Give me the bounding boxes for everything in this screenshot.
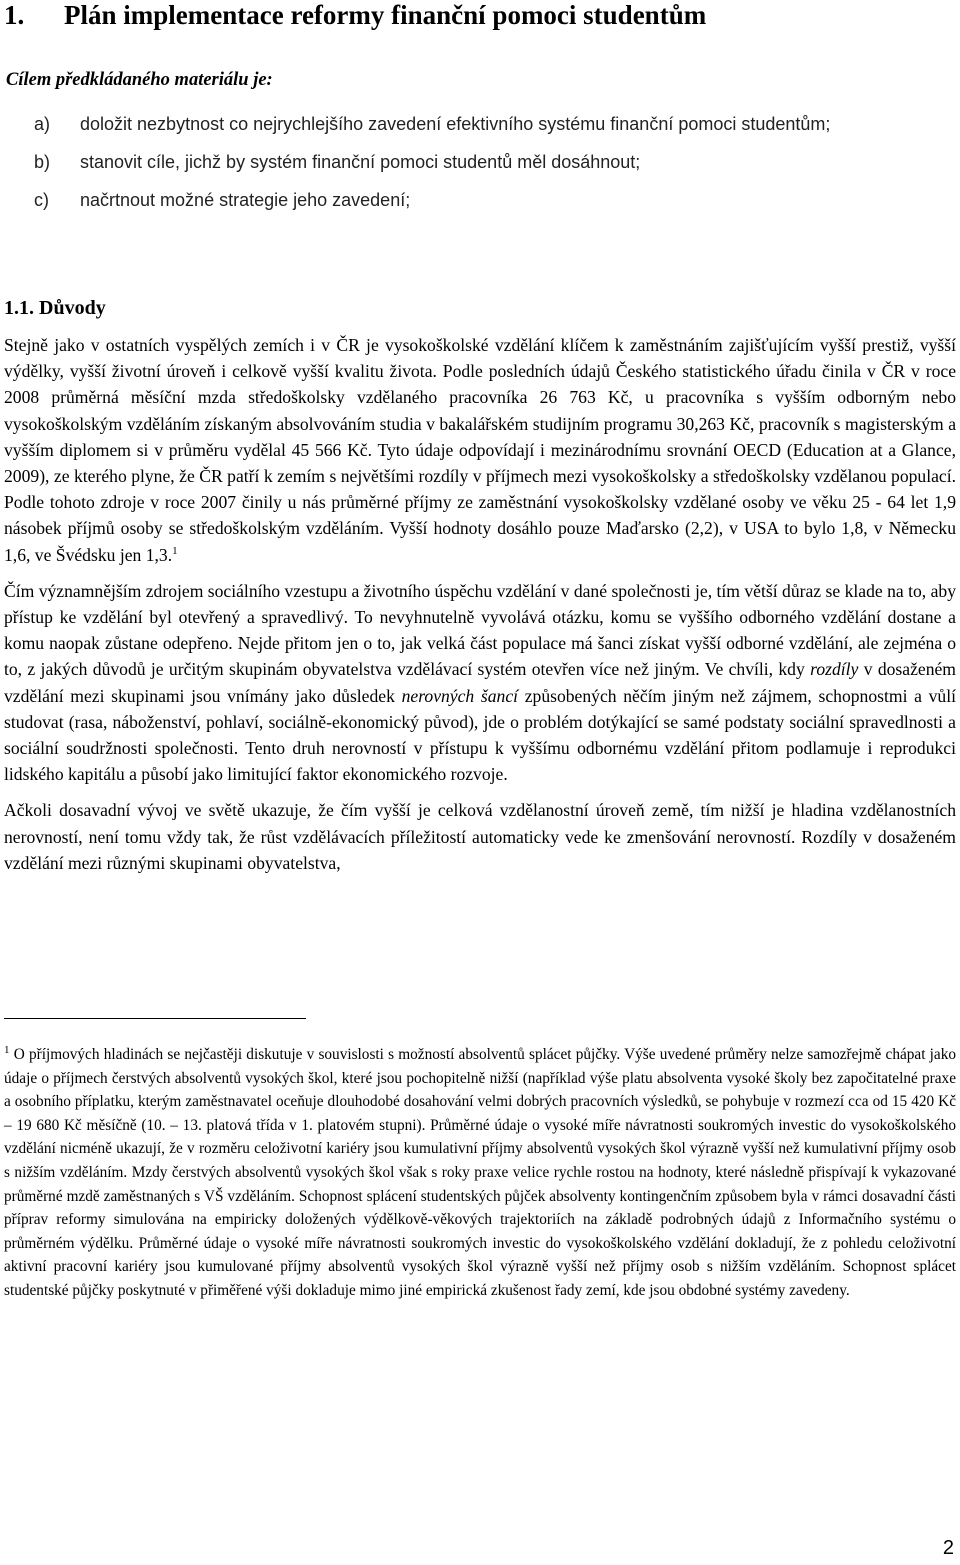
chapter-title: Plán implementace reformy finanční pomoci studentům: [64, 0, 707, 30]
goal-marker: a): [34, 114, 51, 134]
section-number: 1.1.: [4, 297, 34, 319]
emphasis: nerovných šancí: [401, 685, 519, 706]
paragraph-text: Čím významnějším zdrojem sociálního vzestupu a životního úspěchu vzdělání v dané společnosti je, tím větší důraz se klade na to, aby přístup ke vzdělání byl otevřený a spravedlivý. To nevyhnutelně vyvolává otázku, komu se vyššího odborného vzdělání dostane a komu naopak zůstane odepřeno. Nejde přitom jen o to, jak velká část populace má šanci získat vyšší odborné vzdělání, ale zejména o to, z jakých důvodů je určitým skupinám obyvatelstva vzdělávací systém otevřen více než jiným. Ve chvíli, kdy: [4, 580, 956, 680]
goal-text: stanovit cíle, jichž by systém finanční pomoci studentů měl dosáhnout;: [80, 152, 641, 172]
footnote-reference[interactable]: 1: [172, 544, 178, 557]
section-heading: [4, 296, 106, 320]
goal-item: [6, 110, 906, 139]
goals-list: [6, 110, 906, 224]
footnote-marker: 1: [4, 1044, 10, 1056]
goal-text: načrtnout možné strategie jeho zavedení;: [80, 190, 411, 210]
goal-marker: b): [34, 152, 51, 172]
goal-item: [6, 148, 906, 177]
section-title: Důvody: [39, 297, 106, 319]
paragraph: [4, 332, 956, 568]
footnote: [4, 1043, 956, 1303]
emphasis: rozdíly: [810, 659, 859, 680]
body-text: [4, 332, 956, 886]
paragraph-text: Stejně jako v ostatních vyspělých zemích i v ČR je vysokoškolské vzdělání klíčem k zaměstnáním zajišťujícím vyšší prestiž, vyšší výdělky, vyšší životní úroveň i celkově vyšší kvalitu života. Podle posledních údajů Českého statistického úřadu činila v ČR v roce 2008 průměrná měsíční mzda středoškolsky vzdělaného pracovníka 26 763 Kč, u pracovníka s vyšším odborným nebo vysokoškolským vzděláním získaným absolvováním studia v bakalářském studijním programu 30,263 Kč, pracovník s magisterským a vyšším diplomem si v průměru vydělal 45 566 Kč. Tyto údaje odpovídají i mezinárodnímu srovnání OECD (Education at a Glance, 2009), ze kterého plyne, že ČR patří k zemím s největšími rozdíly v příjmech mezi vysokoškolsky a středoškolsky vzdělanou populací. Podle tohoto zdroje v roce 2007 činily u nás průměrné příjmy ze zaměstnání vysokoškolsky vzdělané osoby ve věku 25 - 64 let 1,9 násobek příjmů osoby se středoškolským vzděláním. Vyšší hodnoty dosáhlo pouze Maďarsko (2,2), v USA to bylo 1,8, v Německu 1,6, ve Švédsku jen 1,3.: [4, 335, 956, 565]
page-number: 2: [942, 1537, 954, 1559]
chapter-heading: [4, 0, 706, 30]
paragraph: [4, 797, 956, 876]
paragraph-text: způsobených něčím jiným než zájmem, schopnostmi a vůlí studovat (rasa, náboženství, pohlaví, sociálně-ekonomický původ), jde o problém dotýkající se samé podstaty sociální spravedlnosti a sociální soudržnosti společnosti. Tento druh nerovností v přístupu k vyššímu odbornému vzdělání přitom podlamuje i reprodukci lidského kapitálu a působí jako limitující faktor ekonomického rozvoje.: [4, 685, 956, 785]
goal-marker: c): [34, 190, 49, 210]
paragraph-text: Ačkoli dosavadní vývoj ve světě ukazuje, že čím vyšší je celková vzdělanostní úroveň země, tím nižší je hladina vzdělanostních nerovností, není tomu vždy tak, že růst vzdělávacích příležitostí automaticky vede ke zmenšování nerovností. Rozdíly v dosaženém vzdělání mezi různými skupinami obyvatelstva,: [4, 800, 956, 873]
goal-item: [6, 186, 906, 215]
footnote-separator: [4, 1018, 306, 1019]
goals-heading: Cílem předkládaného materiálu je:: [6, 70, 273, 90]
goal-text: doložit nezbytnost co nejrychlejšího zavedení efektivního systému finanční pomoci studentům;: [80, 114, 831, 134]
paragraph-text: v dosaženém vzdělání mezi skupinami jsou vnímány jako důsledek: [4, 659, 956, 706]
paragraph: [4, 578, 956, 788]
chapter-number: 1.: [4, 0, 25, 30]
footnote-text: O příjmových hladinách se nejčastěji diskutuje v souvislosti s možností absolventů splácet půjčky. Výše uvedené průměry nelze samozřejmě chápat jako údaje o příjmech čerstvých absolventů vysokých škol, které jsou pochopitelně nižší (například výše platu absolventa vysoké školy bez započitatelné praxe a osobního příplatku, kterým zaměstnavatel oceňuje dlouhodobé dosahování velmi dobrých pracovních výsledků, se pohybuje v rozmezí cca od 15 420 Kč – 19 680 Kč měsíčně (10. – 13. platová třída v 1. platovém stupni). Průměrné údaje o vysoké míře návratnosti soukromých investic do vysokoškolského vzdělání nicméně ukazují, že v rozměru celoživotní kariéry jsou kumulativní příjmy absolventů vysokých škol výrazně vyšší než kumulativní příjmy osob s nižším vzděláním. Mzdy čerstvých absolventů vysokých škol však s roky praxe velice rychle rostou na hodnoty, které následně přispívají k vykazované průměrné mzdě zaměstnaných s VŠ vzděláním. Schopnost splácení studentských půjček absolventy kontingenčním způsobem byla v rámci dosavadní části příprav reformy simulována na empiricky doložených výdělkově-věkových trajektoriích na základě podrobných údajů z Informačního systému o průměrném výdělku. Průměrné údaje o vysoké míře návratnosti soukromých investic do vysokoškolského vzdělání dokladují, že z pohledu celoživotní aktivní pracovní kariéry jsou kumulované příjmy absolventů vysokých škol výrazně vyšší než příjmy osob s nižším vzděláním. Schopnost splácet studentské půjčky poskytnuté v přiměřené výši dokladuje mimo jiné empirická zkušenost řady zemí, kde jsou obdobné systémy zavedeny.: [4, 1046, 956, 1299]
